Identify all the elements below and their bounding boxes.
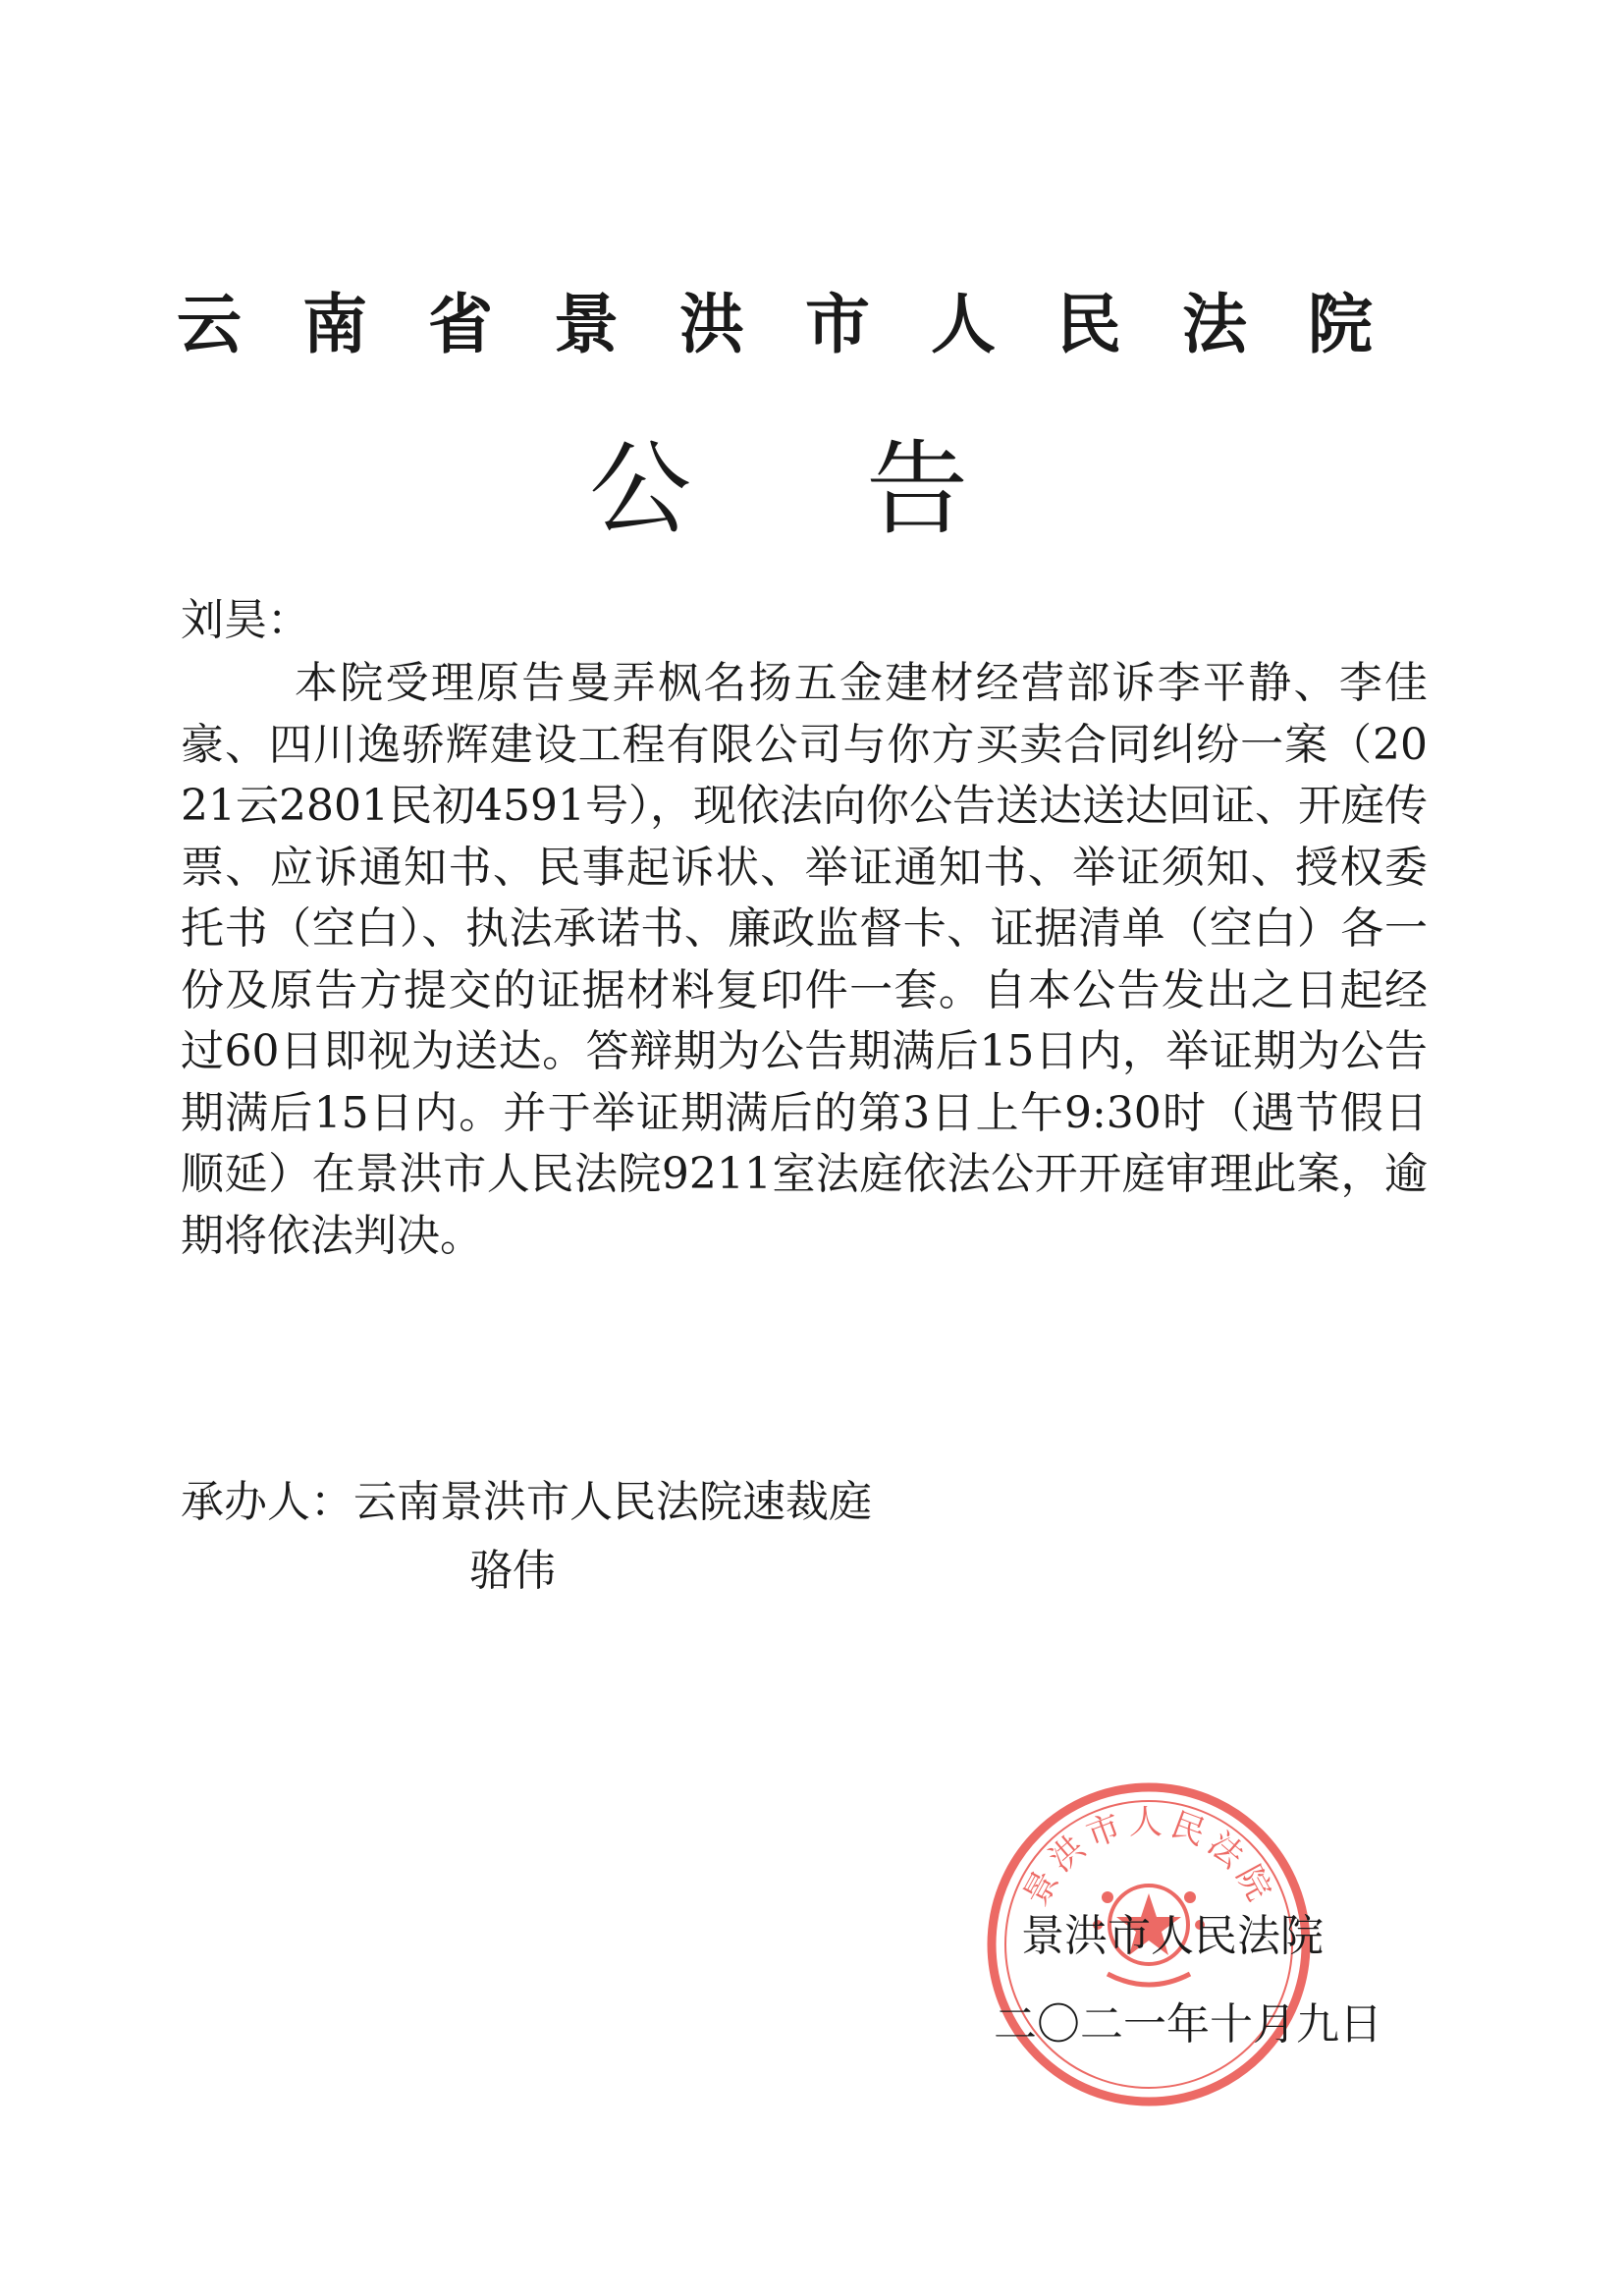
issuing-court: 景洪市人民法院 <box>1021 1911 1324 1961</box>
handler-line: 承办人：云南景洪市人民法院速裁庭 <box>181 1477 872 1527</box>
notice-body: 本院受理原告曼弄枫名扬五金建材经营部诉李平静、李佳豪、四川逸骄辉建设工程有限公司与你方买卖合同纠纷一案（2021云2801民初4591号），现依法向你公告送达送达回证、开庭传票、应诉通知书、民事起诉状、举证通知书、举证须知、授权委托书（空白）、执法承诺书、廉政监督卡、证据清单（空白）各一份及原告方提交的证据材料复印件一套。自本公告发出之日起经过60日即视为送达。答辩期为公告期满后15日内，举证期为公告期满后15日内。并于举证期满后的第3日上午9:30时（遇节假日顺延）在景洪市人民法院9211室法庭依法公开开庭审理此案，逾期将依法判决。 <box>181 658 1428 1261</box>
seal-lettering: 景洪市人民法院 <box>1015 1802 1282 1913</box>
issue-date: 二〇二一年十月九日 <box>994 1999 1382 2050</box>
addressee: 刘昊： <box>181 595 310 645</box>
court-name-heading: 云南省景洪市人民法院 <box>177 286 1434 362</box>
handler-name: 骆伟 <box>469 1546 556 1596</box>
notice-title: 公告 <box>589 429 1144 549</box>
